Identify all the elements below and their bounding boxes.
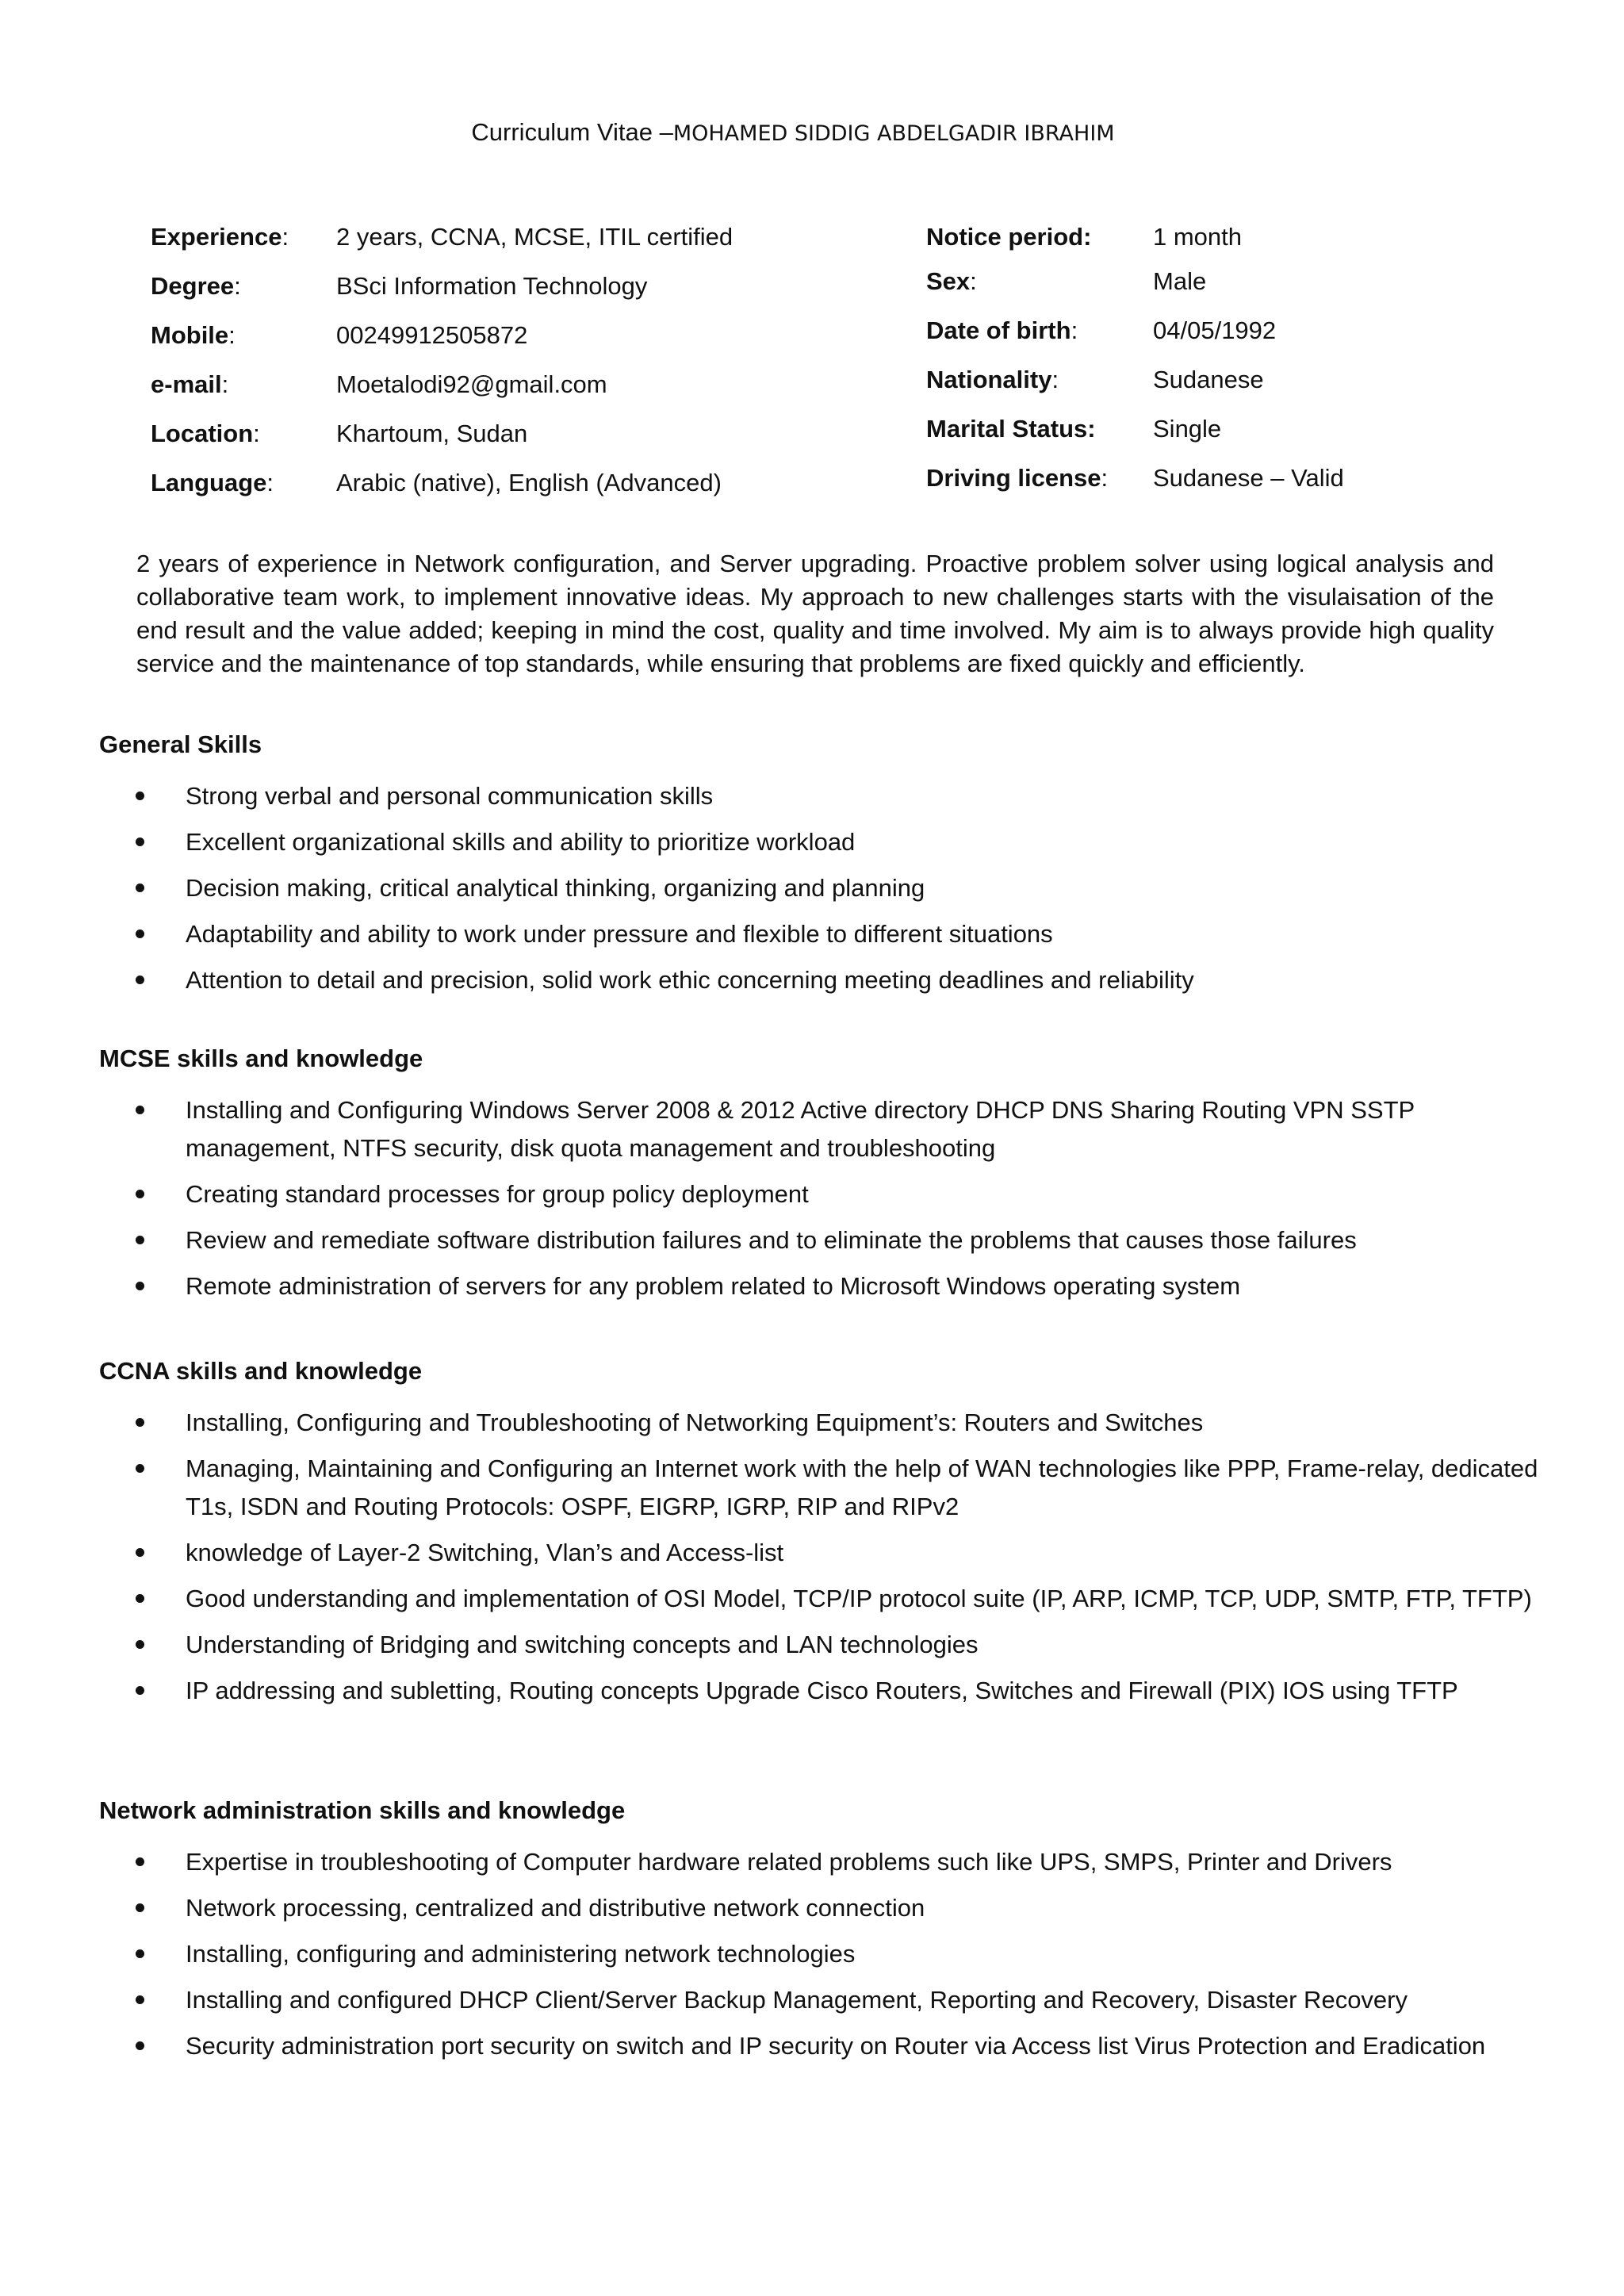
personal-info-right — [926, 222, 1344, 512]
bullet-dot-icon — [136, 1594, 144, 1603]
list-item: Installing and configured DHCP Client/Server Backup Management, Reporting and Recovery, Disaster Recovery — [99, 1981, 1526, 2019]
bullet-list — [99, 1843, 1526, 2065]
info-row-email — [151, 370, 733, 419]
info-row-degree — [151, 271, 733, 320]
bullet-dot-icon — [136, 1640, 144, 1649]
info-label: Driving license: — [926, 464, 1109, 492]
info-row-driving-license — [926, 463, 1344, 512]
list-item: Decision making, critical analytical thinking, organizing and planning — [99, 869, 1526, 907]
bullet-dot-icon — [136, 792, 144, 800]
info-value: Male — [1153, 267, 1207, 295]
section-mcse-skills — [99, 1045, 1526, 1313]
list-item: Remote administration of servers for any problem related to Microsoft Windows operating system — [99, 1267, 1526, 1305]
info-row-notice-period — [926, 222, 1344, 271]
info-value: Sudanese — [1153, 366, 1264, 393]
list-item: Network processing, centralized and distributive network connection — [99, 1889, 1526, 1927]
bullet-dot-icon — [136, 1106, 144, 1114]
info-label: Date of birth: — [926, 316, 1078, 344]
info-value: 00249912505872 — [336, 321, 528, 349]
personal-info-left — [151, 222, 733, 517]
list-item: Expertise in troubleshooting of Computer hardware related problems such like UPS, SMPS, Printer and Drivers — [99, 1843, 1526, 1881]
bullet-dot-icon — [136, 1236, 144, 1244]
bullet-dot-icon — [136, 1903, 144, 1912]
info-label: Mobile: — [151, 321, 236, 349]
title-prefix: Curriculum Vitae – — [471, 118, 673, 146]
info-value: Moetalodi92@gmail.com — [336, 370, 607, 398]
info-value: Single — [1153, 415, 1222, 443]
info-value: 1 month — [1153, 223, 1243, 251]
info-row-marital-status — [926, 414, 1344, 463]
list-item: Managing, Maintaining and Configuring an Internet work with the help of WAN technologies like PPP, Frame-relay, dedicated T1s, ISDN and Routing Protocols: OSPF, EIGRP, IGRP, RIP and RIPv2 — [99, 1450, 1526, 1526]
list-item: Excellent organizational skills and ability to prioritize workload — [99, 823, 1526, 861]
section-network-admin-skills — [99, 1797, 1526, 2073]
info-value: Khartoum, Sudan — [336, 420, 528, 447]
bullet-list — [99, 1404, 1538, 1710]
list-item: Installing, Configuring and Troubleshooting of Networking Equipment’s: Routers and Switches — [99, 1404, 1526, 1442]
section-heading: MCSE skills and knowledge — [99, 1045, 423, 1072]
info-row-mobile — [151, 320, 733, 370]
info-label: Nationality: — [926, 366, 1059, 393]
bullet-dot-icon — [136, 1686, 144, 1695]
info-label: Notice period: — [926, 223, 1092, 251]
info-row-language — [151, 468, 733, 517]
list-item: Strong verbal and personal communication skills — [99, 777, 1526, 815]
bullet-dot-icon — [136, 1282, 144, 1290]
info-row-experience — [151, 222, 733, 271]
bullet-dot-icon — [136, 1418, 144, 1427]
info-value: Arabic (native), English (Advanced) — [336, 469, 722, 496]
bullet-dot-icon — [136, 930, 144, 938]
bullet-list — [99, 1091, 1526, 1305]
info-label: Experience: — [151, 223, 289, 251]
info-row-nationality — [926, 365, 1344, 414]
info-label: Sex: — [926, 267, 977, 295]
info-value: Sudanese – Valid — [1153, 464, 1344, 492]
list-item: Creating standard processes for group policy deployment — [99, 1175, 1526, 1213]
list-item: Attention to detail and precision, solid work ethic concerning meeting deadlines and reliability — [99, 961, 1526, 999]
list-item: Installing and Configuring Windows Server 2008 & 2012 Active directory DHCP DNS Sharing Routing VPN SSTP management, NTFS security, disk quota management and troubleshooting — [99, 1091, 1526, 1167]
section-ccna-skills — [99, 1357, 1538, 1718]
section-heading: Network administration skills and knowledge — [99, 1796, 626, 1824]
bullet-dot-icon — [136, 884, 144, 892]
info-row-location — [151, 419, 733, 468]
bullet-list — [99, 777, 1526, 999]
info-row-sex — [926, 266, 1344, 316]
list-item: knowledge of Layer-2 Switching, Vlan’s and Access-list — [99, 1534, 1526, 1572]
info-label: Degree: — [151, 272, 241, 300]
section-heading: General Skills — [99, 730, 262, 758]
section-heading: CCNA skills and knowledge — [99, 1357, 423, 1385]
info-label: Location: — [151, 420, 260, 447]
bullet-dot-icon — [136, 838, 144, 846]
section-general-skills — [99, 731, 1526, 1007]
bullet-dot-icon — [136, 2041, 144, 2050]
list-item: Review and remediate software distribution failures and to eliminate the problems that causes those failures — [99, 1221, 1526, 1259]
list-item: Installing, configuring and administering network technologies — [99, 1935, 1526, 1973]
bullet-dot-icon — [136, 1190, 144, 1198]
info-value: BSci Information Technology — [336, 272, 648, 300]
info-label: e-mail: — [151, 370, 229, 398]
info-row-date-of-birth — [926, 316, 1344, 365]
list-item: Good understanding and implementation of OSI Model, TCP/IP protocol suite (IP, ARP, ICMP, TCP, UDP, SMTP, FTP, TFTP) — [99, 1580, 1526, 1618]
list-item: IP addressing and subletting, Routing concepts Upgrade Cisco Routers, Switches and Firewall (PIX) IOS using TFTP — [99, 1672, 1526, 1710]
title-name: MOHAMED SIDDIG ABDELGADIR IBRAHIM — [672, 121, 1115, 146]
list-item: Adaptability and ability to work under pressure and flexible to different situations — [99, 915, 1526, 953]
cv-title — [0, 117, 1586, 148]
list-item: Understanding of Bridging and switching concepts and LAN technologies — [99, 1626, 1526, 1664]
bullet-dot-icon — [136, 1857, 144, 1866]
list-item: Security administration port security on switch and IP security on Router via Access list Virus Protection and Eradication — [99, 2027, 1526, 2065]
bullet-dot-icon — [136, 976, 144, 984]
info-value: 2 years, CCNA, MCSE, ITIL certified — [336, 223, 733, 251]
info-label: Marital Status: — [926, 415, 1096, 443]
info-label: Language: — [151, 469, 274, 496]
bullet-dot-icon — [136, 1995, 144, 2004]
bullet-dot-icon — [136, 1548, 144, 1557]
info-value: 04/05/1992 — [1153, 316, 1277, 344]
bullet-dot-icon — [136, 1949, 144, 1958]
bullet-dot-icon — [136, 1464, 144, 1473]
profile-summary: 2 years of experience in Network configuration, and Server upgrading. Proactive problem solver using logical analysis and collaborative team work, to implement innovative ideas. My approach to new challenges starts with the visulaisation of the end result and the value added; keeping in mind the cost, quality and time involved. My aim is to always provide high quality service and the maintenance of top standards, while ensuring that problems are fixed quickly and efficiently. — [136, 550, 1494, 677]
